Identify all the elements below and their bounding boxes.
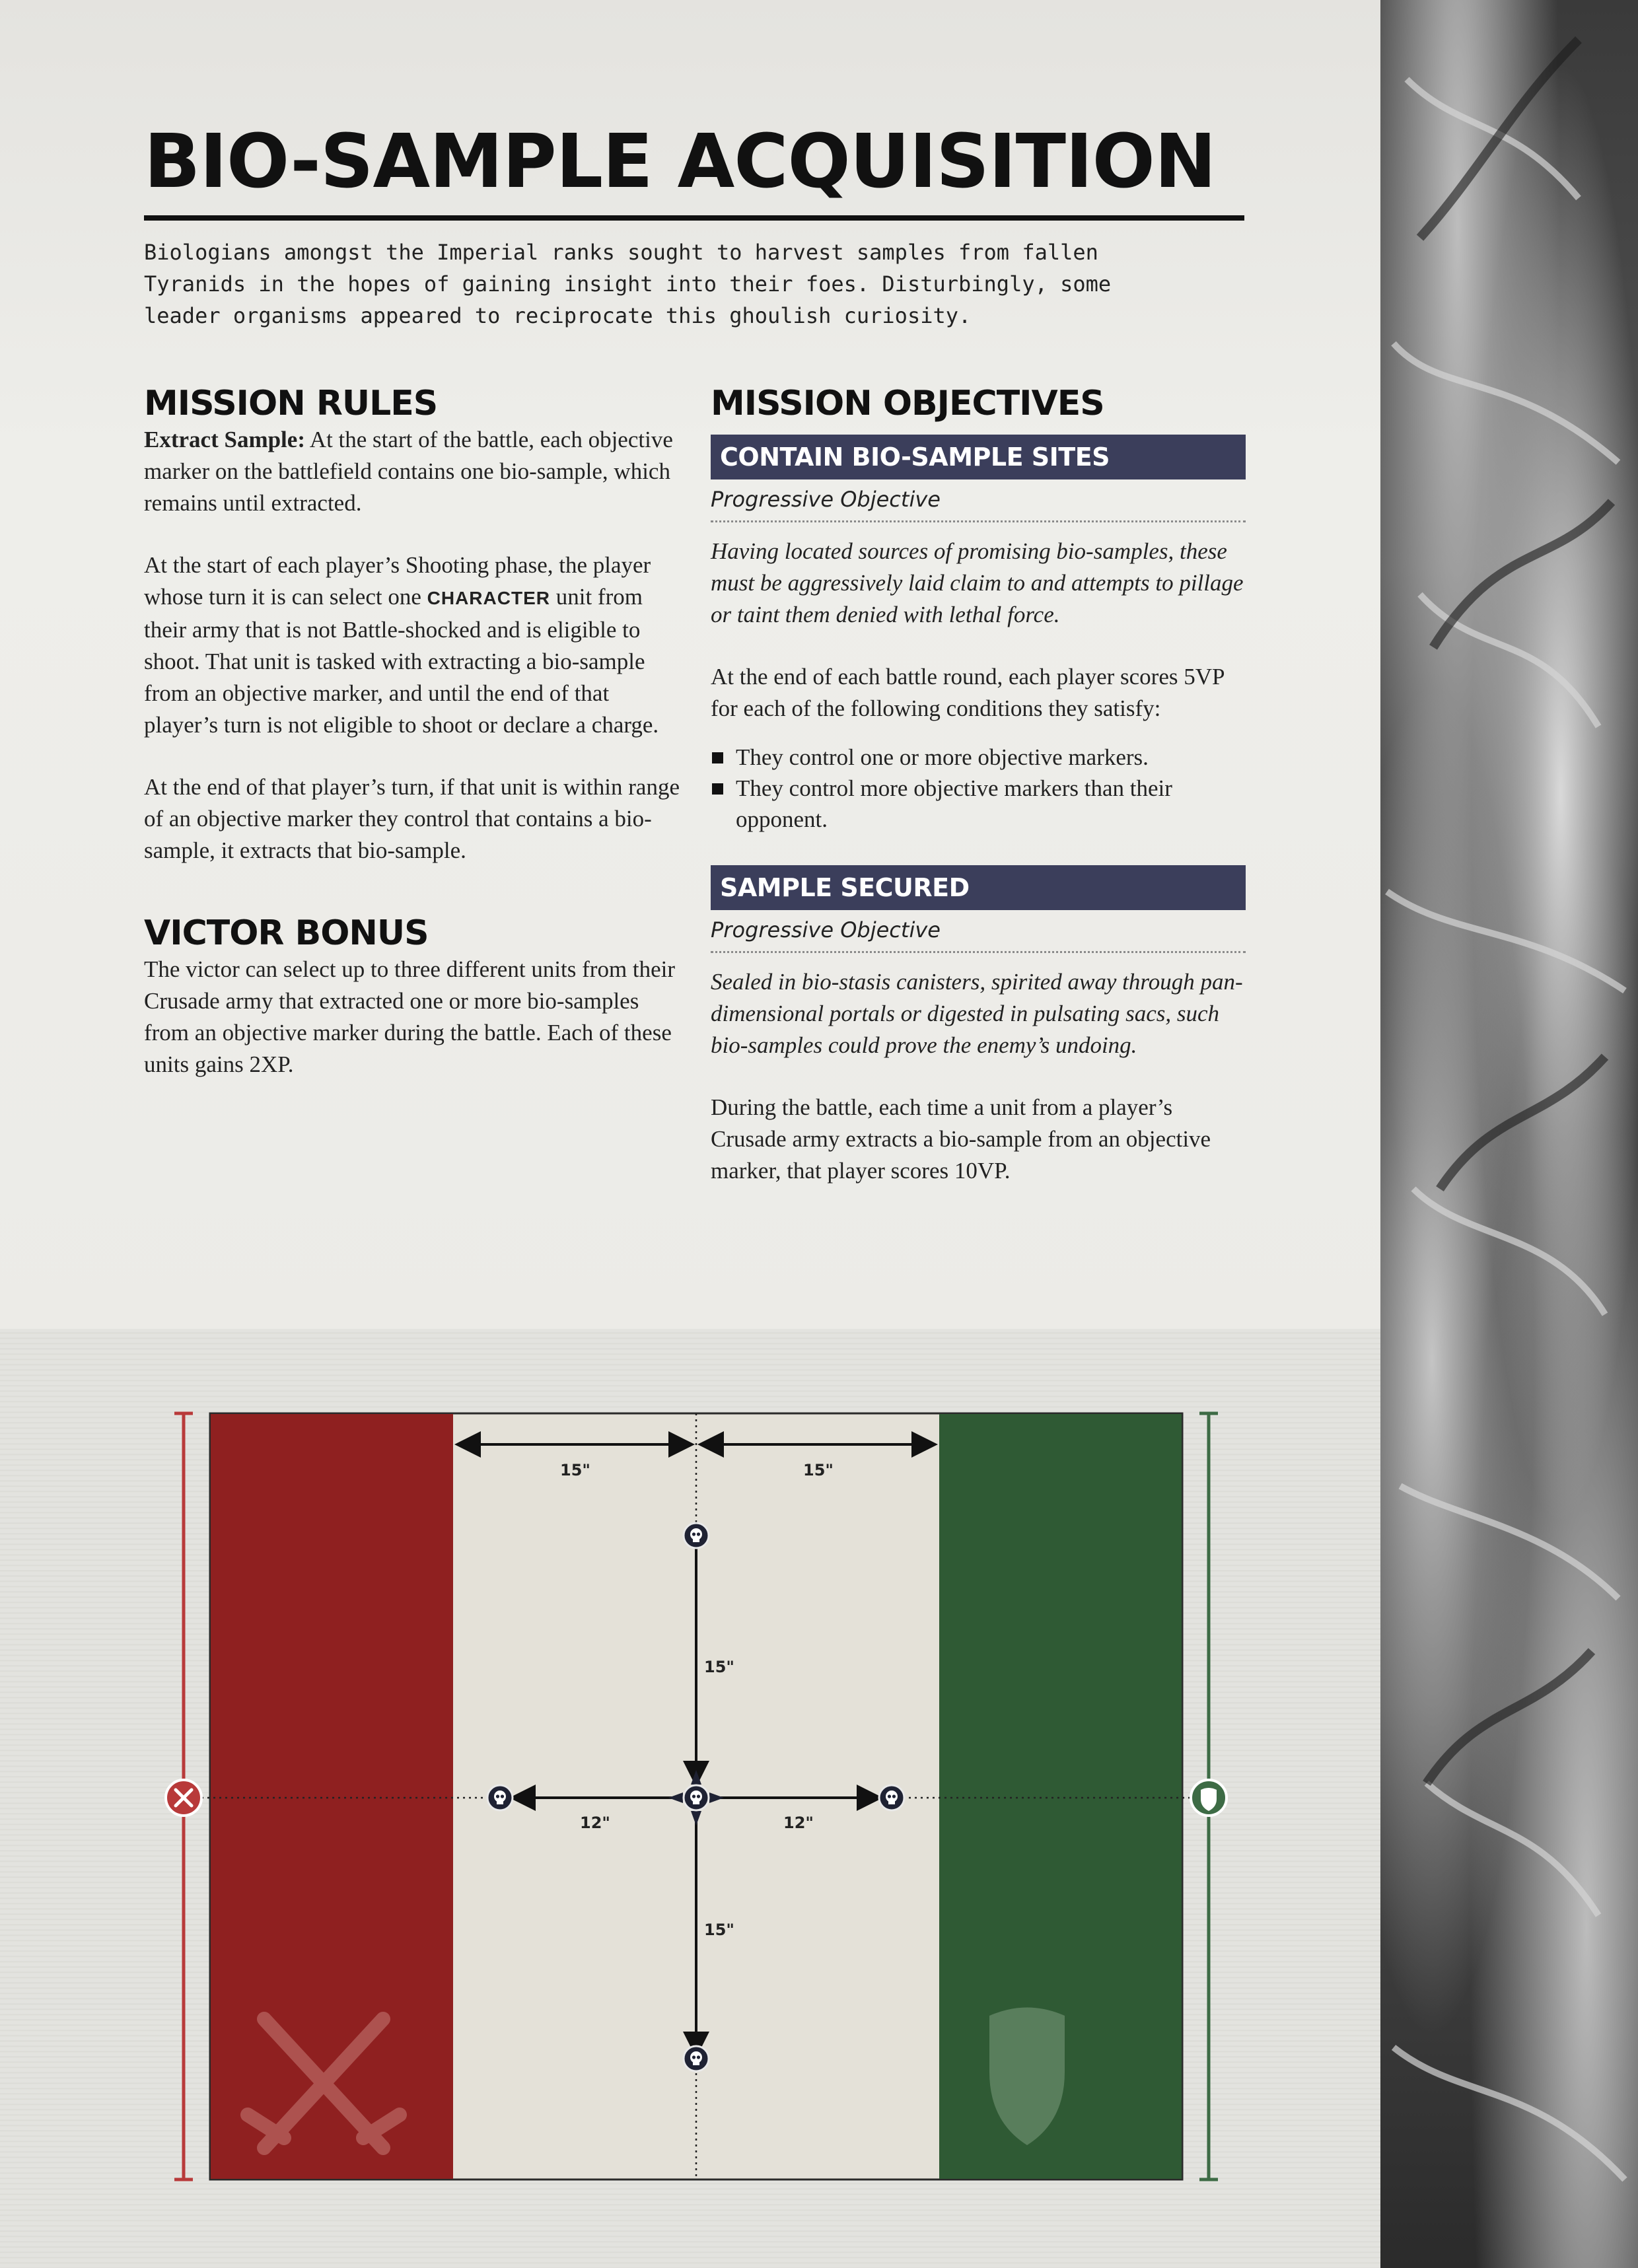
victor-bonus-heading: VICTOR BONUS bbox=[144, 913, 429, 953]
defender-edge-marker bbox=[1191, 1413, 1227, 2179]
objective-title-contain-sites: CONTAIN BIO-SAMPLE SITES bbox=[711, 435, 1246, 479]
label-horizontal-right: 12" bbox=[783, 1814, 814, 1832]
mission-objectives-heading: MISSION OBJECTIVES bbox=[711, 384, 1104, 423]
objective-type: Progressive Objective bbox=[711, 913, 1246, 953]
left-column bbox=[144, 383, 686, 1081]
skull-objective-icon bbox=[684, 2046, 709, 2071]
title-divider bbox=[144, 215, 1244, 221]
label-top-right: 15" bbox=[803, 1461, 834, 1479]
attacker-edge-marker bbox=[166, 1413, 201, 2179]
deployment-map bbox=[0, 1329, 1380, 2268]
shooting-phase-text-a: At the start of each player’s Shooting phase, the player whose turn it is can select one bbox=[144, 552, 651, 610]
character-keyword: CHARACTER bbox=[427, 588, 550, 608]
victor-bonus-text: The victor can select up to three different units from their Crusade army that extracted one or more bio-samples from an objective marker during the battle. Each of these units gains 2XP. bbox=[144, 956, 676, 1077]
tyranid-artwork-icon bbox=[1380, 0, 1638, 2268]
right-column bbox=[711, 383, 1246, 1187]
extract-sample-rule bbox=[144, 424, 686, 519]
label-vertical-upper: 15" bbox=[704, 1658, 734, 1676]
objective-type: Progressive Objective bbox=[711, 482, 1246, 522]
mission-rules-heading: MISSION RULES bbox=[144, 384, 438, 423]
side-artwork bbox=[1380, 0, 1638, 2268]
skull-objective-icon bbox=[487, 1785, 513, 1810]
list-item: They control more objective markers than their opponent. bbox=[711, 773, 1246, 835]
end-of-turn-rule: At the end of that player’s turn, if that unit is within range of an objective marker they control that contains a bio-sample, it extracts that bio-sample. bbox=[144, 774, 680, 863]
extract-sample-label: Extract Sample: bbox=[144, 427, 305, 452]
objective-flavour-text: Having located sources of promising bio-samples, these must be aggressively laid claim to and attempts to pillage or taint them denied with lethal force. bbox=[711, 538, 1244, 627]
deployment-map-svg bbox=[0, 1329, 1380, 2268]
label-top-left: 15" bbox=[560, 1461, 590, 1479]
skull-objective-icon bbox=[684, 1523, 709, 1548]
intro-text: Biologians amongst the Imperial ranks sought to harvest samples from fallen Tyranids in the hopes of gaining insight into their foes. Disturbingly, some leader organisms appeared to reciprocate this ghoulish curiosity. bbox=[144, 240, 1112, 328]
objective-scoring-text: During the battle, each time a unit from a player’s Crusade army extracts a bio-sample from an objective marker, that player scores 10VP. bbox=[711, 1094, 1211, 1184]
list-item: They control one or more objective markers. bbox=[711, 742, 1246, 773]
skull-objective-icon bbox=[879, 1785, 904, 1810]
objective-title-sample-secured: SAMPLE SECURED bbox=[711, 865, 1246, 910]
objective-conditions-list bbox=[711, 742, 1246, 835]
shooting-phase-text-b: unit from their army that is not Battle-shocked and is eligible to shoot. That unit is tasked with extracting a bio-sample from an objective marker, and until the end of that player’s turn is not eligible to shoot or declare a charge. bbox=[144, 584, 659, 738]
objective-flavour-text: Sealed in bio-stasis canisters, spirited away through pan-dimensional portals or digested in pulsating sacs, such bio-samples could prove the enemy’s undoing. bbox=[711, 969, 1243, 1058]
extract-sample-text: At the start of the battle, each objective marker on the battlefield contains one bio-sample, which remains until extracted. bbox=[144, 427, 673, 516]
objective-scoring-text: At the end of each battle round, each player scores 5VP for each of the following conditions they satisfy: bbox=[711, 664, 1225, 721]
page-title: BIO-SAMPLE ACQUISITION bbox=[144, 119, 1216, 205]
label-horizontal-left: 12" bbox=[580, 1814, 610, 1832]
shooting-phase-rule bbox=[144, 549, 686, 741]
label-vertical-lower: 15" bbox=[704, 1921, 734, 1939]
